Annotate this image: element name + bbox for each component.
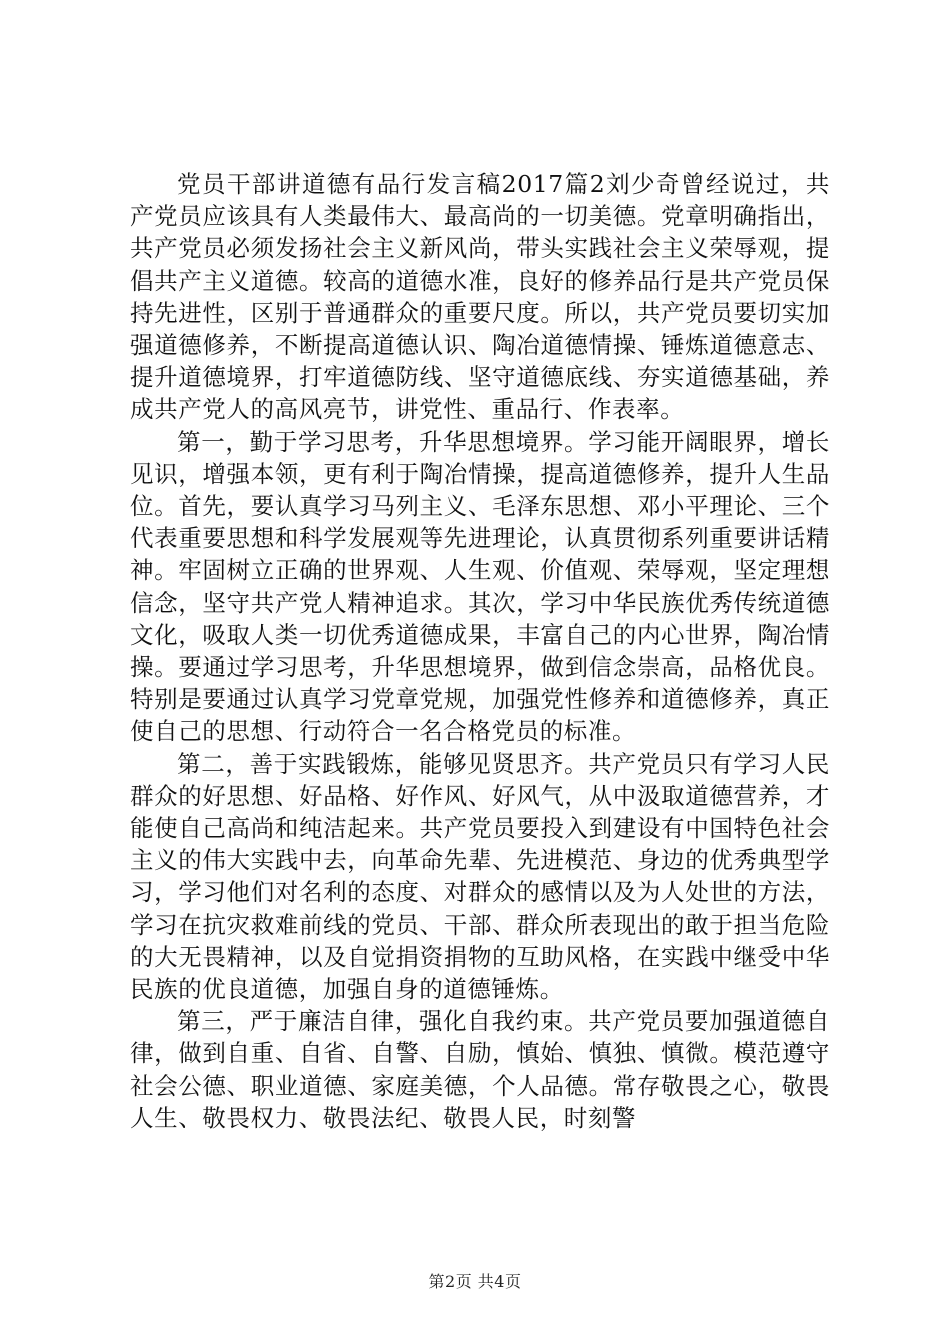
paragraph-third-point: 第三，严于廉洁自律，强化自我约束。共产党员要加强道德自律，做到自重、自省、自警、自励，慎始、慎独、慎微。模范遵守社会公德、职业道德、家庭美德，个人品德。常存敬畏之心，敬畏人生、敬畏权力、敬畏法纪、敬畏人民，时刻警 bbox=[130, 1007, 830, 1132]
document-body bbox=[130, 168, 830, 1134]
page-footer: 第2页 共4页 bbox=[428, 1272, 522, 1291]
paragraph-intro: 党员干部讲道德有品行发言稿2017篇2刘少奇曾经说过，共产党员应该具有人类最伟大、最高尚的一切美德。党章明确指出，共产党员必须发扬社会主义新风尚，带头实践社会主义荣辱观，提倡共产主义道德。较高的道德水准，良好的修养品行是共产党员保持先进性，区别于普通群众的重要尺度。所以，共产党员要切实加强道德修养，不断提高道德认识、陶冶道德情操、锤炼道德意志、提升道德境界，打牢道德防线、坚守道德底线、夯实道德基础，养成共产党人的高风亮节，讲党性、重品行、作表率。 bbox=[130, 170, 830, 424]
paragraph-first-point: 第一，勤于学习思考，升华思想境界。学习能开阔眼界，增长见识，增强本领，更有利于陶冶情操，提高道德修养，提升人生品位。首先，要认真学习马列主义、毛泽东思想、邓小平理论、三个代表重要思想和科学发展观等先进理论，认真贯彻系列重要讲话精神。牢固树立正确的世界观、人生观、价值观、荣辱观，坚定理想信念，坚守共产党人精神追求。其次，学习中华民族优秀传统道德文化，吸取人类一切优秀道德成果，丰富自己的内心世界，陶冶情操。要通过学习思考，升华思想境界，做到信念崇高，品格优良。特别是要通过认真学习党章党规，加强党性修养和道德修养，真正使自己的思想、行动符合一名合格党员的标准。 bbox=[130, 427, 830, 746]
paragraph-second-point: 第二，善于实践锻炼，能够见贤思齐。共产党员只有学习人民群众的好思想、好品格、好作风、好风气，从中汲取道德营养，才能使自己高尚和纯洁起来。共产党员要投入到建设有中国特色社会主义的伟大实践中去，向革命先辈、先进模范、身边的优秀典型学习，学习他们对名利的态度、对群众的感情以及为人处世的方法，学习在抗灾救难前线的党员、干部、群众所表现出的敢于担当危险的大无畏精神，以及自觉捐资捐物的互助风格，在实践中继受中华民族的优良道德，加强自身的道德锤炼。 bbox=[130, 749, 830, 1004]
